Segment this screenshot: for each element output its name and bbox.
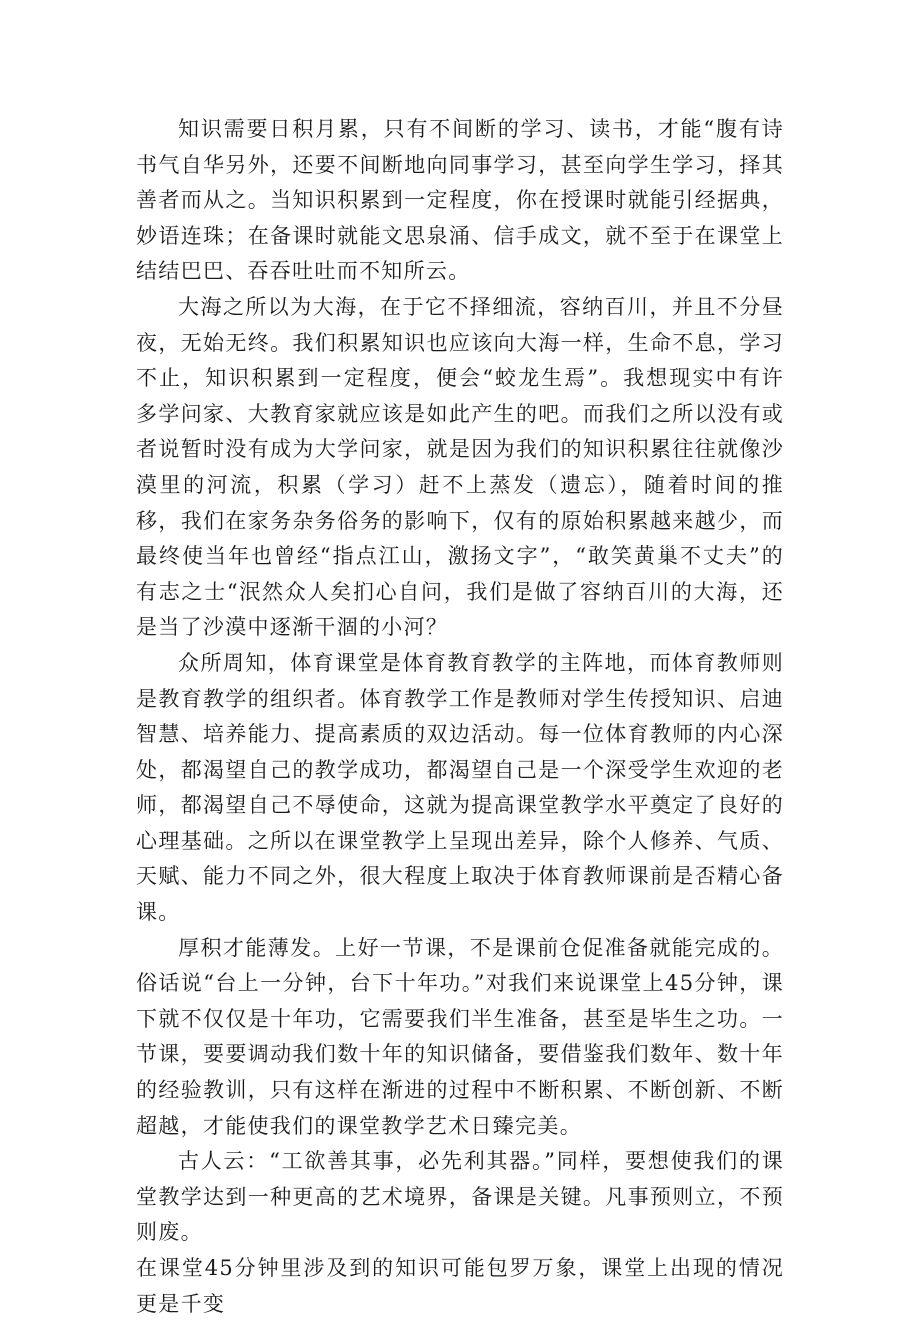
paragraph-6: 在课堂45分钟里涉及到的知识可能包罗万象，课堂上出现的情况更是千变	[136, 1256, 784, 1316]
paragraph-1: 知识需要日积月累，只有不间断的学习、读书，才能“腹有诗书气自华另外，还要不间断地向同事学习，甚至向学生学习，择其善者而从之。当知识积累到一定程度，你在授课时就能引经据典，妙语连珠；在备课时就能文思泉涌、信手成文，就不至于在课堂上结结巴巴、吞吞吐吐而不知所云。	[136, 117, 784, 284]
paragraph-5: 古人云：“工欲善其事，必先利其器。”同样，要想使我们的课堂教学达到一种更高的艺术境界，备课是关键。凡事预则立，不预则废。	[136, 1149, 784, 1245]
document-body	[136, 112, 784, 1322]
paragraph-4: 厚积才能薄发。上好一节课，不是课前仓促准备就能完成的。俗话说“台上一分钟，台下十年功。”对我们来说课堂上45分钟，课下就不仅仅是十年功，它需要我们半生准备，甚至是毕生之功。一节课，要要调动我们数十年的知识储备，要借鉴我们数年、数十年的经验教训，只有这样在渐进的过程中不断积累、不断创新、不断超越，才能使我们的课堂教学艺术日臻完美。	[136, 935, 784, 1138]
paragraph-3: 众所周知，体育课堂是体育教育教学的主阵地，而体育教师则是教育教学的组织者。体育教学工作是教师对学生传授知识、启迪智慧、培养能力、提高素质的双边活动。每一位体育教师的内心深处，都渴望自己的教学成功，都渴望自己是一个深受学生欢迎的老师，都渴望自己不辱使命，这就为提高课堂教学水平奠定了良好的心理基础。之所以在课堂教学上呈现出差异，除个人修养、气质、天赋、能力不同之外，很大程度上取决于体育教师课前是否精心备课。	[136, 650, 784, 925]
paragraph-2: 大海之所以为大海，在于它不择细流，容纳百川，并且不分昼夜，无始无终。我们积累知识也应该向大海一样，生命不息，学习不止，知识积累到一定程度，便会“蛟龙生焉”。我想现实中有许多学问家、大教育家就应该是如此产生的吧。而我们之所以没有或者说暂时没有成为大学问家，就是因为我们的知识积累往往就像沙漠里的河流，积累（学习）赶不上蒸发（遗忘），随着时间的推移，我们在家务杂务俗务的影响下，仅有的原始积累越来越少，而最终使当年也曾经“指点江山，激扬文字”，“敢笑黄巢不丈夫”的有志之士“泯然众人矣扪心自问，我们是做了容纳百川的大海，还是当了沙漠中逐渐干涸的小河？	[136, 294, 784, 640]
